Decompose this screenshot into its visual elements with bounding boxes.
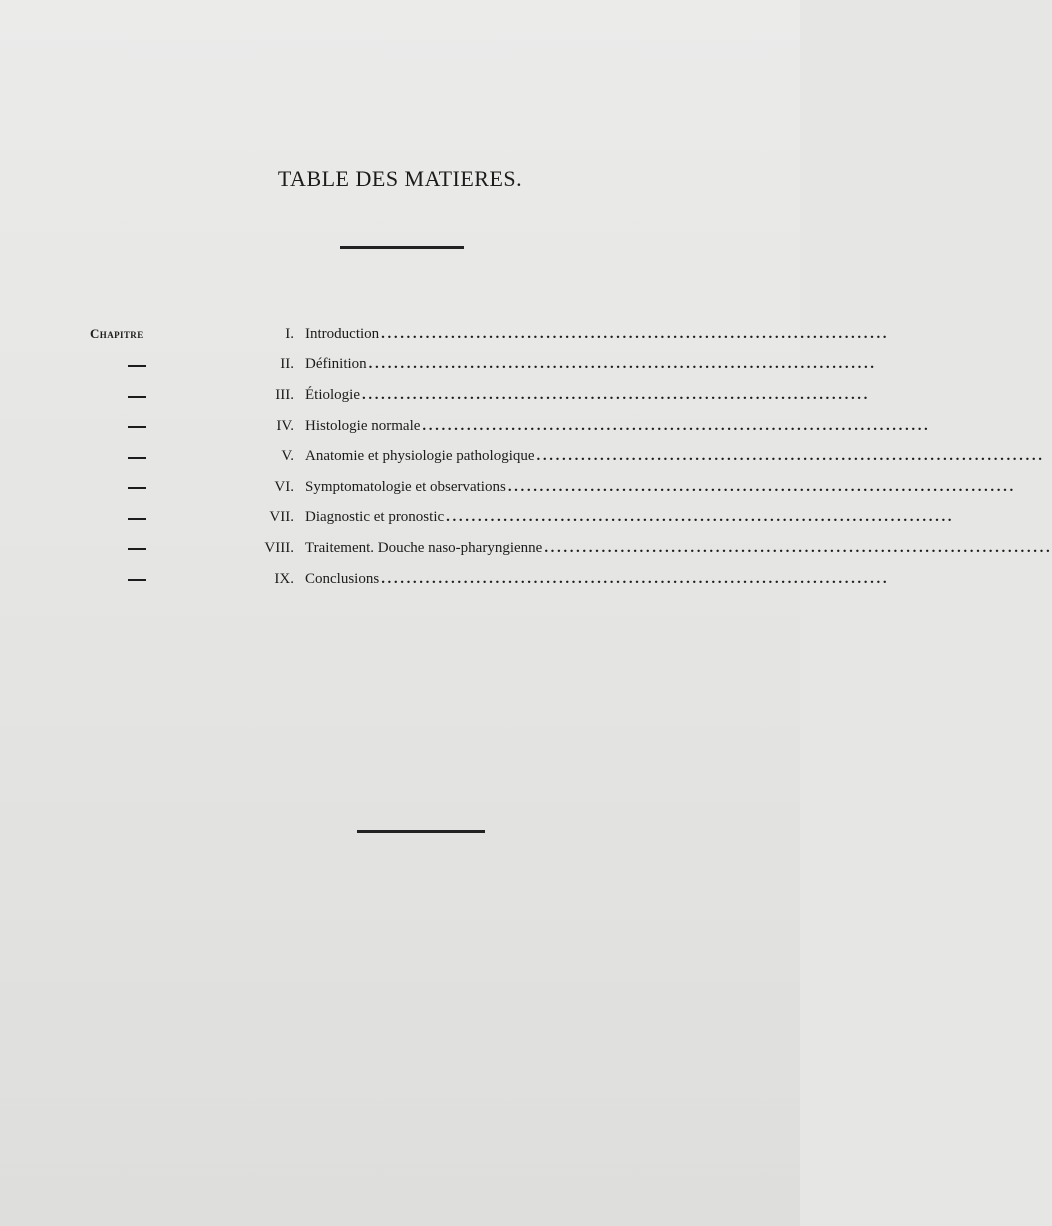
chapter-numeral: II. — [280, 356, 294, 373]
chapter-title: Traitement. Douche naso-pharyngienne — [305, 539, 543, 556]
chapter-title: Histologie normale — [305, 417, 421, 434]
table-of-contents — [90, 319, 1052, 594]
dot-leader: ................................................................................ — [544, 539, 1052, 556]
dot-leader: ................................................................................ — [362, 386, 870, 403]
dot-leader: ................................................................................ — [368, 356, 877, 373]
chapter-title: Conclusions — [305, 570, 380, 587]
dot-leader: ................................................................................ — [446, 509, 955, 526]
toc-row — [90, 472, 1016, 503]
dot-leader: ................................................................................ — [422, 417, 931, 434]
chapter-numeral: IV. — [276, 417, 294, 434]
toc-row — [90, 564, 890, 595]
chapter-entry — [305, 386, 870, 404]
chapter-title: Étiologie — [305, 386, 360, 403]
chapter-title: Symptomatologie et observations — [305, 478, 506, 495]
toc-row — [90, 319, 890, 350]
chapter-numeral: VIII. — [264, 539, 294, 556]
chapter-title: Définition — [305, 356, 367, 373]
toc-row — [90, 441, 1045, 472]
title-rule — [340, 246, 464, 249]
chapter-entry — [305, 448, 1045, 465]
dot-leader: ................................................................................ — [381, 570, 890, 587]
chapter-numeral: VII. — [269, 509, 294, 526]
chapter-word: Chapitre — [90, 326, 144, 342]
chapter-title: Anatomie et physiologie pathologique — [305, 448, 535, 465]
chapter-entry — [305, 356, 877, 373]
end-rule — [357, 830, 485, 833]
toc-row — [90, 411, 931, 442]
chapter-numeral: V. — [281, 448, 294, 465]
chapter-numeral: III. — [275, 386, 294, 403]
chapter-numeral: VI. — [274, 478, 294, 495]
chapter-entry — [305, 417, 931, 435]
chapter-entry — [305, 325, 890, 343]
toc-row — [90, 350, 877, 381]
chapter-title: Diagnostic et pronostic — [305, 509, 445, 526]
chapter-title: Introduction — [305, 325, 380, 342]
chapter-entry — [305, 570, 890, 588]
toc-row — [90, 533, 1052, 564]
chapter-entry — [305, 509, 955, 526]
dot-leader: ................................................................................ — [381, 325, 890, 342]
toc-row — [90, 380, 870, 411]
page-title: TABLE DES MATIERES. — [277, 166, 523, 191]
chapter-entry — [305, 539, 1052, 557]
toc-row — [90, 503, 955, 534]
chapter-numeral: IX. — [274, 570, 294, 587]
chapter-entry — [305, 478, 1016, 496]
dot-leader: ................................................................................ — [507, 478, 1016, 495]
dot-leader: ................................................................................ — [536, 448, 1045, 465]
chapter-numeral: I. — [285, 325, 294, 342]
